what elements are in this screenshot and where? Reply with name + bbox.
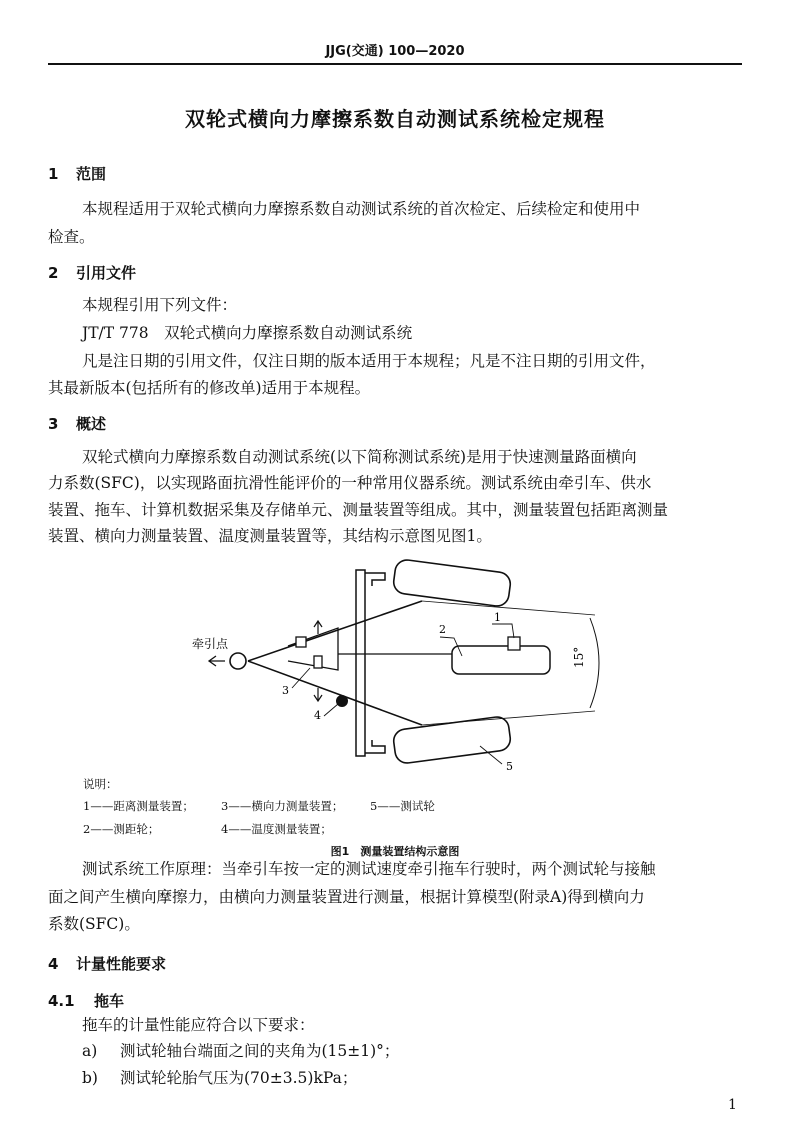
angle-label: 15° [572,646,586,668]
legend-item: 5——测试轮 [370,799,435,813]
tow-direction-arrow [209,656,225,666]
measurement-device-diagram [190,558,620,773]
paragraph-line: 测试系统工作原理：当牵引车按一定的测试速度牵引拖车行驶时，两个测试轮与接触 [82,860,656,878]
upper-arm [248,601,422,661]
page-number: 1 [728,1097,737,1113]
section-number: 4 [48,955,59,973]
section-title: 范围 [76,165,107,183]
list-marker: b) [82,1069,98,1087]
down-arrow-icon [314,688,322,701]
tow-point-ring [230,653,246,669]
lower-arm [248,661,422,725]
distance-measuring-wheel [452,646,550,674]
section-title: 引用文件 [76,264,137,282]
section-number: 4.1 [48,992,75,1010]
callout-5: 5 [506,760,513,773]
paragraph-line: 系数(SFC)。 [48,915,140,933]
list-item [82,1040,399,1062]
paragraph-line: 检查。 [48,228,95,246]
legend-item: 3——横向力测量装置； [221,799,344,813]
section-1-heading [48,163,106,184]
section-number: 3 [48,415,59,433]
section-3-heading [48,413,106,434]
section-4-1-heading [48,990,124,1011]
paragraph-line: 凡是注日期的引用文件，仅注日期的版本适用于本规程；凡是不注日期的引用文件， [82,352,656,370]
distance-sensor [508,637,520,650]
section-title: 计量性能要求 [76,955,167,973]
paragraph-line: 面之间产生横向摩擦力，由横向力测量装置进行测量，根据计算模型(附录A)得到横向力 [48,888,645,906]
legend-item: 2——测距轮； [83,822,160,836]
lateral-force-device [296,637,306,647]
list-text: 测试轮轮胎气压为(70±3.5)kPa； [120,1069,358,1087]
paragraph-line: 装置、横向力测量装置、温度测量装置等，其结构示意图见图1。 [48,527,492,545]
callout-2: 2 [439,623,446,636]
callout-4: 4 [314,709,321,722]
paragraph-line: 装置、拖车、计算机数据采集及存储单元、测量装置等组成。其中，测量装置包括距离测量 [48,501,669,519]
inner-brace [288,628,338,670]
header-rule [48,63,742,65]
frame-beam [356,570,365,756]
paragraph-line: 其最新版本(包括所有的修改单)适用于本规程。 [48,379,371,397]
paragraph-line: 本规程引用下列文件： [82,296,238,314]
tow-point-label: 牵引点 [192,637,229,651]
callout-1: 1 [494,611,501,624]
section-4-heading [48,953,166,974]
temperature-sensor [336,695,348,707]
paragraph-line: 拖车的计量性能应符合以下要求： [82,1016,315,1034]
running-header: JJG(交通) 100—2020 [325,44,465,59]
upper-test-wheel [392,559,511,608]
legend-item: 1——距离测量装置； [83,799,194,813]
callout-3: 3 [282,684,289,697]
paragraph-line: 力系数(SFC)，以实现路面抗滑性能评价的一种常用仪器系统。测试系统由牵引车、供水 [48,474,652,492]
list-marker: a) [82,1042,98,1060]
upper-bracket [365,573,385,586]
angle-arc [590,618,599,708]
angle-ref-line [422,711,595,725]
document-title: 双轮式横向力摩擦系数自动测试系统检定规程 [185,107,605,131]
lower-bracket [365,740,385,753]
figure-caption: 图1 测量装置结构示意图 [330,845,460,858]
section-2-heading [48,262,136,283]
angle-ref-line [422,601,595,615]
paragraph-line: 双轮式横向力摩擦系数自动测试系统(以下简称测试系统)是用于快速测量路面横向 [82,448,637,466]
section-number: 2 [48,264,59,282]
section-title: 拖车 [94,992,125,1010]
list-item [82,1067,357,1089]
legend-title: 说明： [83,777,118,791]
list-text: 测试轮轴台端面之间的夹角为(15±1)°； [120,1042,400,1060]
paragraph-line: 本规程适用于双轮式横向力摩擦系数自动测试系统的首次检定、后续检定和使用中 [82,200,641,218]
reference-line: JT/T 778 双轮式横向力摩擦系数自动测试系统 [82,324,413,342]
section-title: 概述 [76,415,107,433]
up-arrow-icon [314,621,322,634]
section-number: 1 [48,165,59,183]
legend-item: 4——温度测量装置； [221,822,332,836]
